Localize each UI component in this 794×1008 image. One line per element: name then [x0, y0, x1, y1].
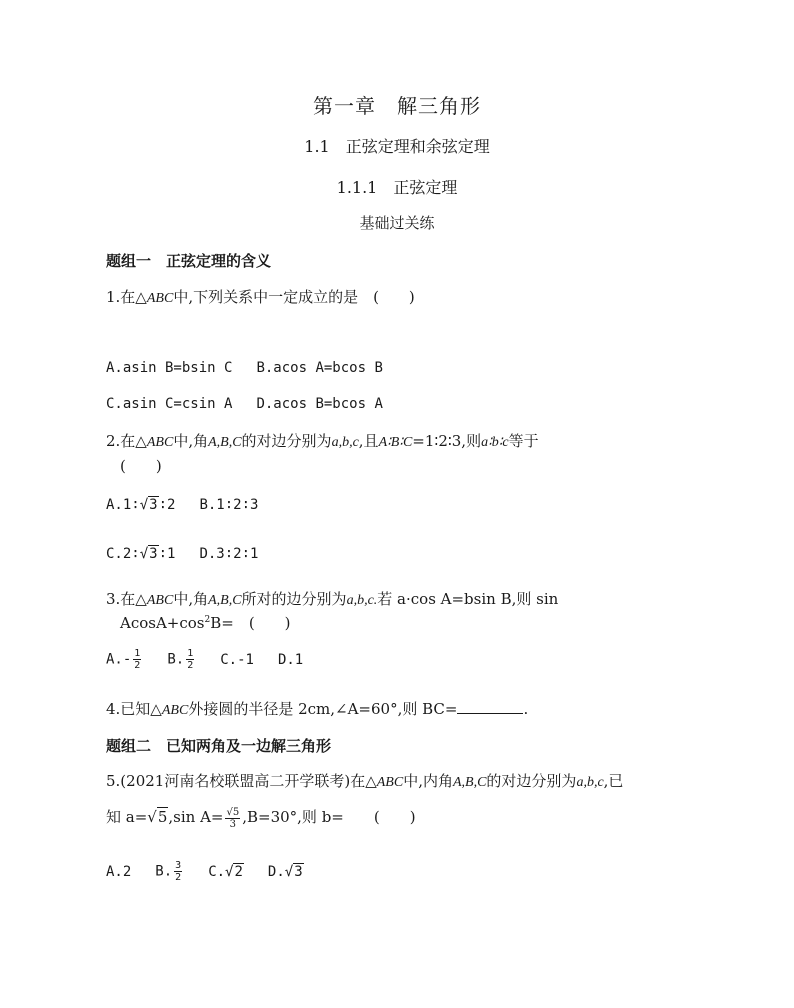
q3-option-a[interactable]: A.- $\frac{1}{2}$ — [106, 648, 141, 671]
subsection-title: 1.1.1 正弦定理 — [336, 178, 458, 197]
question-4: 4.已知△ABC外接圆的半径是 2cm,∠A=60°,则 BC= . — [106, 700, 529, 718]
q4-answer-blank[interactable] — [457, 701, 523, 714]
q1-option-c[interactable]: C.asin C=csin A — [106, 396, 233, 412]
q2-option-d[interactable]: D.3∶2∶1 — [199, 546, 259, 562]
question-3-options — [106, 648, 327, 671]
q2-option-a[interactable]: A.1∶√3∶2 — [106, 497, 176, 513]
question-3-line-2: $AcosA+\cos^2B=$ ( ) — [120, 614, 291, 632]
q1-option-a[interactable]: A.asin B=bsin C — [106, 360, 233, 376]
question-5-line-1: 5.(2021河南名校联盟高二开学联考)在△ABC中,内角A,B,C的对边分别为a,b,c,已 — [106, 772, 624, 790]
q3-option-d[interactable]: D.1 — [277, 651, 304, 668]
q1-option-b[interactable]: B.acos A=bcos B — [256, 360, 383, 376]
q2-option-b[interactable]: B.1∶2∶3 — [199, 497, 259, 513]
practice-label: 基础过关练 — [359, 214, 435, 232]
question-2-line-2: ( ) — [120, 457, 162, 475]
question-2-line-1: 2.在△ABC中,角A,B,C的对边分别为a,b,c,且A∶B∶C=1∶2∶3,则a∶b∶c等于 — [106, 432, 539, 450]
question-1: 1.在△ABC中,下列关系中一定成立的是 ( ) — [106, 288, 415, 306]
chapter-title: 第一章 解三角形 — [313, 94, 481, 118]
question-5-options — [106, 860, 328, 883]
question-2-options-row-2 — [106, 546, 282, 562]
question-1-options-row-1 — [106, 360, 407, 376]
q5-option-d[interactable]: D.√3 — [267, 863, 303, 880]
question-1-options-row-2 — [106, 396, 407, 412]
question-2-options-row-1 — [106, 497, 282, 513]
q3-option-c[interactable]: C.-1 — [220, 651, 254, 668]
question-3-line-1: 3.在△ABC中,角A,B,C所对的边分别为a,b,c.若 a·cos A=bsin B,则 sin — [106, 590, 559, 608]
group-2-heading: 题组二 已知两角及一边解三角形 — [106, 737, 332, 755]
group-1-heading: 题组一 正弦定理的含义 — [106, 252, 272, 270]
section-title: 1.1 正弦定理和余弦定理 — [304, 137, 490, 156]
question-5-line-2: 知 a=√5,sin A= $\frac{√5}{3}$ ,B=30°,则 b= ( ) — [106, 806, 416, 830]
q1-option-d[interactable]: D.acos B=bcos A — [256, 396, 383, 412]
q3-option-b[interactable]: B. $\frac{1}{2}$ — [167, 648, 194, 671]
q2-option-c[interactable]: C.2∶√3∶1 — [106, 546, 176, 562]
q5-option-b[interactable]: B. $\frac{3}{2}$ — [155, 860, 182, 883]
q5-option-c[interactable]: C.√2 — [208, 863, 243, 880]
q5-option-a[interactable]: A.2 — [106, 863, 132, 880]
